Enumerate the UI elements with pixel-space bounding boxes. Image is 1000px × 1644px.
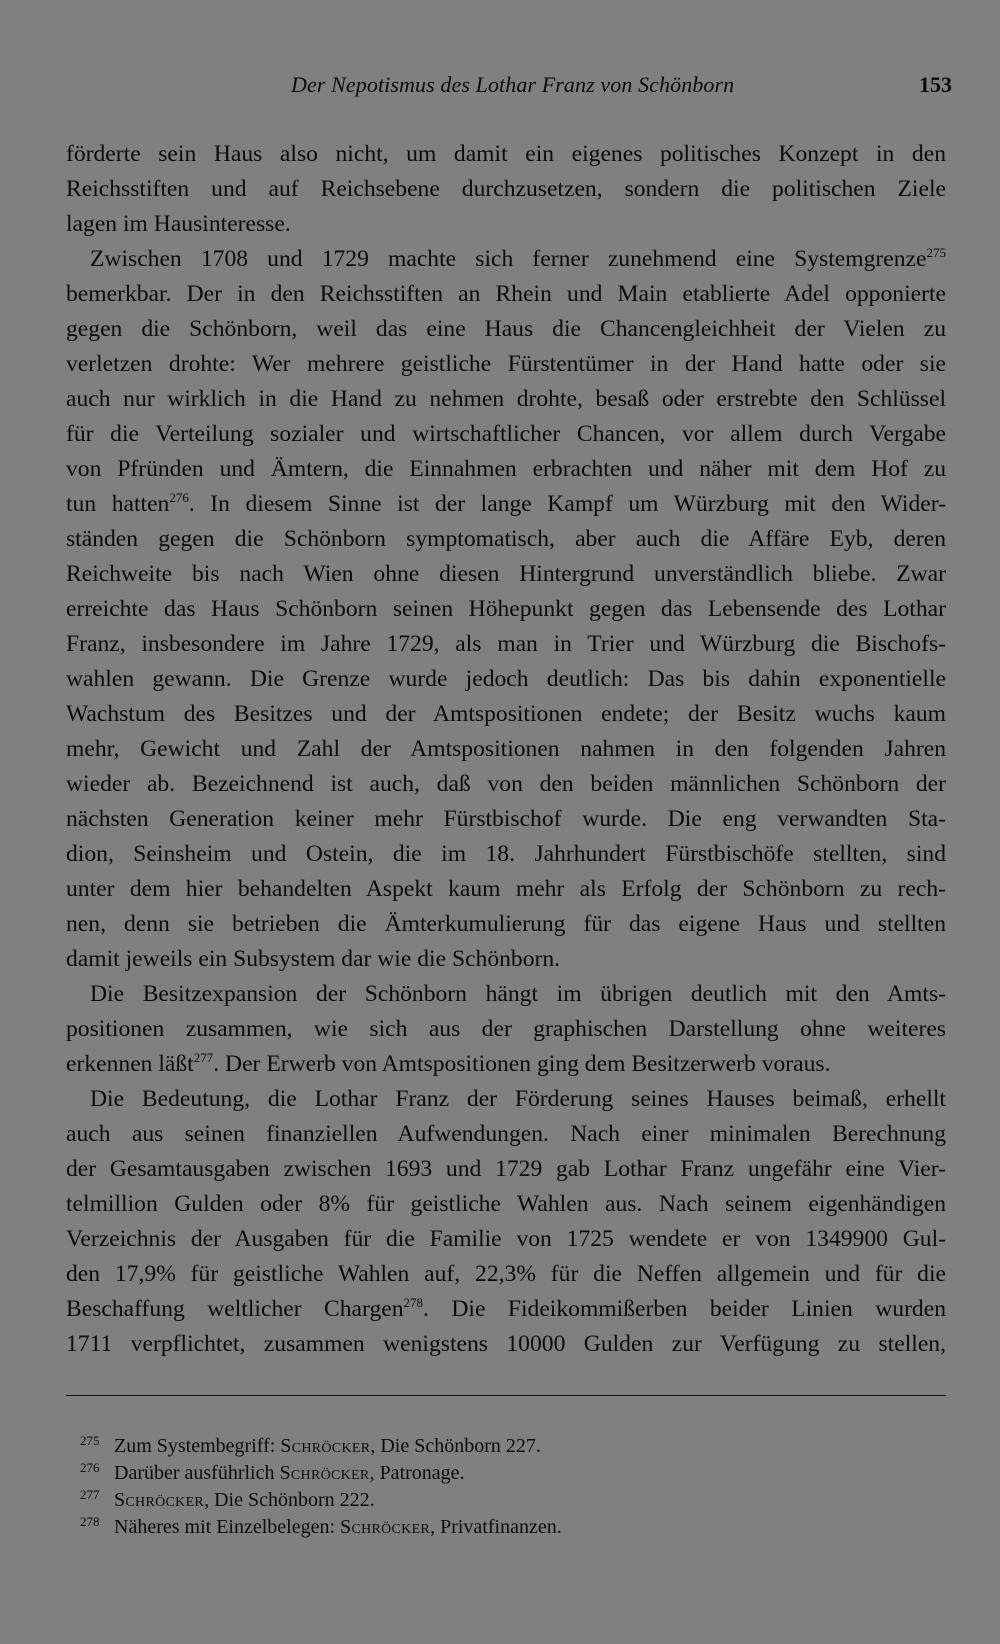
footnote-author: Schröcker [114, 1489, 205, 1511]
text-line [66, 1327, 946, 1362]
text-line [66, 1012, 946, 1047]
text-line [66, 1257, 946, 1292]
footnote-author: Schröcker [340, 1516, 431, 1538]
text-segment: . In diesem Sinne ist der lange Kampf um Würzburg mit den Wider- [188, 491, 946, 517]
text-line [66, 417, 946, 452]
text-line [66, 1082, 946, 1117]
text-segment: der Gesamtausgaben zwischen 1693 und 1729 gab Lothar Franz ungefähr eine Vier- [66, 1156, 946, 1182]
text-line [66, 767, 946, 802]
text-segment: für die Verteilung sozialer und wirtschaftlicher Chancen, vor allem durch Vergabe [66, 421, 946, 447]
text-segment: auch aus seinen finanziellen Aufwendungen. Nach einer minimalen Berechnung [66, 1121, 946, 1147]
text-segment: positionen zusammen, wie sich aus der graphischen Darstellung ohne weiteres [66, 1016, 946, 1042]
text-segment: nächsten Generation keiner mehr Fürstbischof wurde. Die eng verwandten Sta- [66, 806, 946, 832]
page-number: 153 [919, 72, 952, 97]
footnote: 278 Näheres mit Einzelbelegen: Schröcker, Privatfinanzen. [80, 1514, 562, 1538]
footnote-text: Darüber ausführlich [114, 1462, 280, 1484]
text-line [66, 942, 946, 977]
text-segment: bemerkbar. Der in den Reichsstiften an Rhein und Main etablierte Adel opponierte [66, 281, 946, 307]
text-segment: auch nur wirklich in die Hand zu nehmen drohte, besaß oder erstrebte den Schlüssel [66, 386, 946, 412]
text-segment: Verzeichnis der Ausgaben für die Familie von 1725 wendete er von 1349900 Gul- [66, 1226, 946, 1252]
body-text [66, 137, 946, 1362]
footnote: 276 Darüber ausführlich Schröcker, Patronage. [80, 1460, 465, 1484]
footnote-text: Zum Systembegriff: [114, 1435, 281, 1457]
text-segment: gegen die Schönborn, weil das eine Haus die Chancengleichheit der Vielen zu [66, 316, 946, 342]
text-segment: Zwischen 1708 und 1729 machte sich ferner zunehmend eine Systemgrenze [90, 246, 927, 272]
text-segment: erkennen läßt [66, 1051, 194, 1077]
text-segment: Reichweite bis nach Wien ohne diesen Hintergrund unverständlich bliebe. Zwar [66, 561, 946, 587]
text-segment: tun hatten [66, 491, 170, 517]
text-segment: damit jeweils ein Subsystem dar wie die Schönborn. [66, 946, 561, 972]
text-segment: den 17,9% für geistliche Wahlen auf, 22,3% für die Neffen allgemein und für die [66, 1261, 946, 1287]
text-line [66, 277, 946, 312]
text-segment: unter dem hier behandelten Aspekt kaum mehr als Erfolg der Schönborn zu rech- [66, 876, 946, 902]
text-segment: 1711 verpflichtet, zusammen wenigstens 10000 Gulden zur Verfügung zu stellen, [66, 1331, 946, 1357]
footnote-author: Schröcker [279, 1462, 370, 1484]
text-line [66, 627, 946, 662]
footnote-text: , Die Schönborn 227. [370, 1435, 541, 1457]
text-line [66, 837, 946, 872]
text-segment: wieder ab. Bezeichnend ist auch, daß von den beiden männlichen Schönborn der [66, 771, 946, 797]
text-line [66, 1117, 946, 1152]
footnote-text: , Privatfinanzen. [430, 1516, 562, 1538]
text-line [66, 1292, 946, 1327]
text-segment: mehr, Gewicht und Zahl der Amtspositionen nahmen in den folgenden Jahren [66, 736, 946, 762]
text-line [66, 1222, 946, 1257]
text-segment: ständen gegen die Schönborn symptomatisch, aber auch die Affäre Eyb, deren [66, 526, 946, 552]
text-segment: telmillion Gulden oder 8% für geistliche Wahlen aus. Nach seinem eigenhändigen [66, 1191, 946, 1217]
text-segment: verletzen drohte: Wer mehrere geistliche Fürstentümer in der Hand hatte oder sie [66, 351, 946, 377]
text-line [66, 487, 946, 522]
footnote-reference: 276 [169, 490, 189, 505]
text-line [66, 452, 946, 487]
page-header [66, 72, 952, 106]
text-line [66, 1047, 946, 1082]
text-line [66, 382, 946, 417]
text-segment: von Pfründen und Ämtern, die Einnahmen erbrachten und näher mit dem Hof zu [66, 456, 946, 482]
footnote-text: Näheres mit Einzelbelegen: [114, 1516, 341, 1538]
text-line [66, 312, 946, 347]
text-line [66, 347, 946, 382]
text-line [66, 802, 946, 837]
text-segment: förderte sein Haus also nicht, um damit ein eigenes politisches Konzept in den [66, 141, 946, 167]
footnote-reference: 278 [403, 1295, 424, 1310]
text-segment: . Der Erwerb von Amtspositionen ging dem Besitzerwerb voraus. [213, 1051, 831, 1077]
text-line [66, 872, 946, 907]
text-line [66, 172, 946, 207]
text-line [66, 137, 946, 172]
text-line [66, 732, 946, 767]
text-segment: Reichsstiften und auf Reichsebene durchzusetzen, sondern die politischen Ziele [66, 176, 946, 202]
footnote-text: , Patronage. [369, 1462, 465, 1484]
text-segment: Franz, insbesondere im Jahre 1729, als man in Trier und Würzburg die Bischofs- [66, 631, 946, 657]
text-segment: erreichte das Haus Schönborn seinen Höhepunkt gegen das Lebensende des Lothar [66, 596, 946, 622]
text-line [66, 1152, 946, 1187]
text-line [66, 557, 946, 592]
text-segment: Die Bedeutung, die Lothar Franz der Förderung seines Hauses beimaß, erhellt [90, 1086, 946, 1112]
text-segment: dion, Seinsheim und Ostein, die im 18. Jahrhundert Fürstbischöfe stellten, sind [66, 841, 946, 867]
text-line [66, 522, 946, 557]
text-line [66, 697, 946, 732]
text-line [66, 592, 946, 627]
text-segment: nen, denn sie betrieben die Ämterkumulierung für das eigene Haus und stellten [66, 911, 946, 937]
text-segment: lagen im Hausinteresse. [66, 211, 291, 237]
footnote-reference: 275 [926, 245, 946, 260]
footnote: 277 Schröcker, Die Schönborn 222. [80, 1487, 375, 1511]
footnote-reference: 277 [193, 1050, 214, 1065]
text-line [66, 1187, 946, 1222]
text-segment: wahlen gewann. Die Grenze wurde jedoch deutlich: Das bis dahin exponentielle [66, 666, 946, 692]
footnote: 275 Zum Systembegriff: Schröcker, Die Schönborn 227. [80, 1433, 541, 1457]
footnote-separator [66, 1395, 946, 1396]
text-line [66, 907, 946, 942]
text-line [66, 242, 946, 277]
running-title: Der Nepotismus des Lothar Franz von Schönborn [291, 72, 735, 97]
footnote-author: Schröcker [280, 1435, 371, 1457]
text-line [66, 662, 946, 697]
text-segment: Wachstum des Besitzes und der Amtspositionen endete; der Besitz wuchs kaum [66, 701, 946, 727]
text-segment: . Die Fideikommißerben beider Linien wurden [423, 1296, 946, 1322]
footnote-text: , Die Schönborn 222. [204, 1489, 375, 1511]
text-segment: Beschaffung weltlicher Chargen [66, 1296, 404, 1322]
text-line [66, 207, 946, 242]
text-segment: Die Besitzexpansion der Schönborn hängt im übrigen deutlich mit den Amts- [90, 981, 946, 1007]
footnotes [80, 1433, 940, 1541]
text-line [66, 977, 946, 1012]
